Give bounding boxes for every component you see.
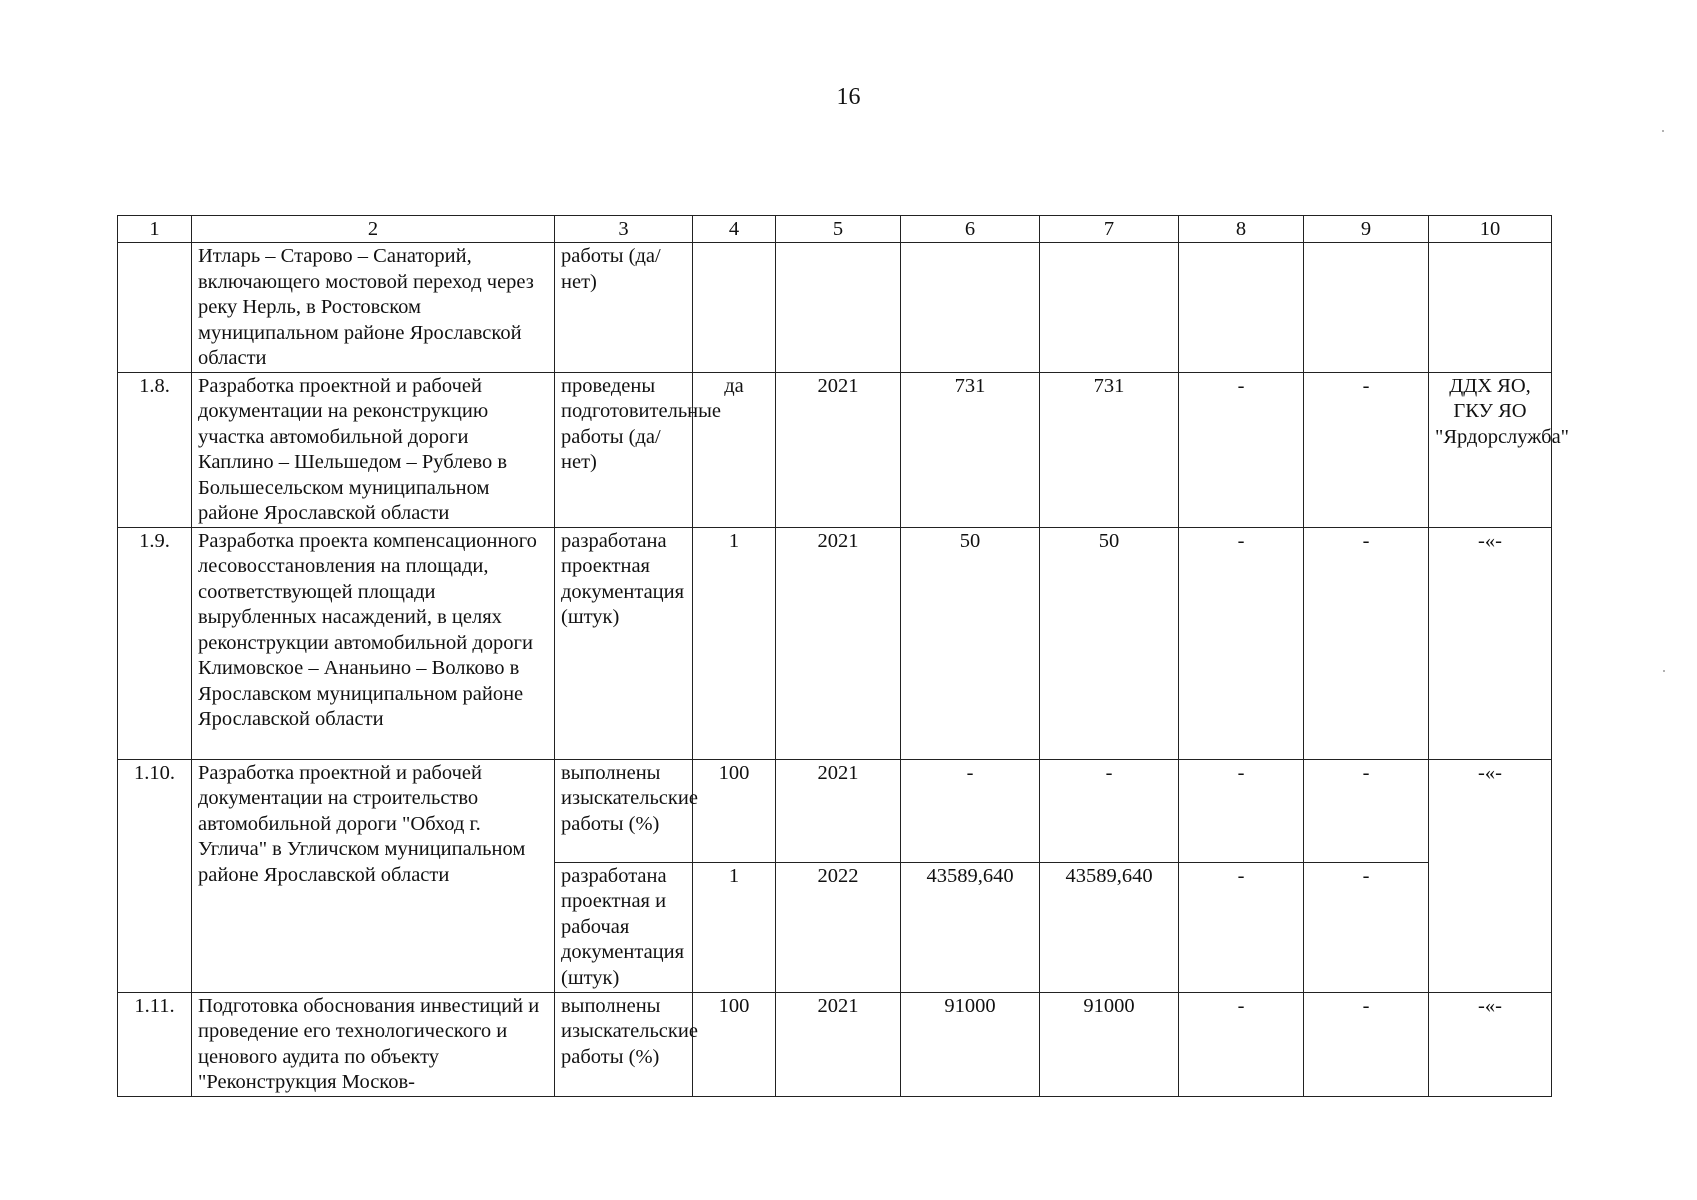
scan-speck	[1662, 130, 1664, 132]
row-number: 1.11.	[118, 992, 192, 1096]
indicator-value: 100	[693, 992, 776, 1096]
indicator-value: 1	[693, 527, 776, 759]
column-header: 1	[118, 216, 192, 243]
funding-regional: 91000	[1040, 992, 1179, 1096]
row-number	[118, 243, 192, 373]
indicator-value: 1	[693, 862, 776, 992]
executor: ДДХ ЯО, ГКУ ЯО "Ярдорслужба"	[1429, 372, 1552, 527]
row-number: 1.9.	[118, 527, 192, 759]
indicator-name: выполнены изыскательские работы (%)	[555, 759, 693, 862]
measure-name: Разработка проекта компенсационного лесовосстановления на площади, соответствующей площади вырубленных насаждений, в целях реконструкции автомобильной дороги Климовское – Ананьино – Волково в Ярославском муниципальном районе Ярославской области	[192, 527, 555, 759]
measure-name: Разработка проектной и рабочей документации на реконструкцию участка автомобильной дороги Каплино – Шельшедом – Рублево в Большесельском муниципальном районе Ярославской области	[192, 372, 555, 527]
indicator-name: работы (да/нет)	[555, 243, 693, 373]
indicator-value	[693, 243, 776, 373]
funding-other: -	[1304, 372, 1429, 527]
indicator-value: да	[693, 372, 776, 527]
funding-regional: 43589,640	[1040, 862, 1179, 992]
indicator-value: 100	[693, 759, 776, 862]
funding-total: 43589,640	[901, 862, 1040, 992]
column-header: 8	[1179, 216, 1304, 243]
executor: -«-	[1429, 992, 1552, 1096]
executor	[1429, 243, 1552, 373]
executor: -«-	[1429, 527, 1552, 759]
table-row	[118, 992, 1552, 1096]
column-header: 3	[555, 216, 693, 243]
funding-other: -	[1304, 862, 1429, 992]
column-header: 4	[693, 216, 776, 243]
funding-total: 50	[901, 527, 1040, 759]
column-header: 10	[1429, 216, 1552, 243]
funding-regional	[1040, 243, 1179, 373]
measure-name: Разработка проектной и рабочей документации на строительство автомобильной дороги "Обход г. Углича" в Угличском муниципальном районе Ярославской области	[192, 759, 555, 992]
funding-federal: -	[1179, 992, 1304, 1096]
year: 2021	[776, 759, 901, 862]
funding-federal: -	[1179, 759, 1304, 862]
column-number-row	[118, 216, 1552, 243]
page-number: 16	[836, 84, 861, 110]
funding-other: -	[1304, 527, 1429, 759]
funding-federal: -	[1179, 862, 1304, 992]
year: 2022	[776, 862, 901, 992]
funding-other: -	[1304, 759, 1429, 862]
funding-federal: -	[1179, 372, 1304, 527]
funding-other	[1304, 243, 1429, 373]
year: 2021	[776, 372, 901, 527]
column-header: 2	[192, 216, 555, 243]
funding-regional: 731	[1040, 372, 1179, 527]
year: 2021	[776, 992, 901, 1096]
indicator-name: разработана проектная документация (штук)	[555, 527, 693, 759]
table-row	[118, 759, 1552, 862]
funding-total: 91000	[901, 992, 1040, 1096]
executor: -«-	[1429, 759, 1552, 992]
funding-federal	[1179, 243, 1304, 373]
indicator-name: разработана проектная и рабочая документация (штук)	[555, 862, 693, 992]
column-header: 5	[776, 216, 901, 243]
scan-speck	[1663, 670, 1665, 672]
year	[776, 243, 901, 373]
funding-federal: -	[1179, 527, 1304, 759]
column-header: 9	[1304, 216, 1429, 243]
funding-regional: 50	[1040, 527, 1179, 759]
funding-total: -	[901, 759, 1040, 862]
measure-name: Подготовка обоснования инвестиций и проведение его технологического и ценового аудита по объекту "Реконструкция Москов-	[192, 992, 555, 1096]
table-row	[118, 372, 1552, 527]
funding-total	[901, 243, 1040, 373]
table-row-continuation	[118, 243, 1552, 373]
indicator-name: выполнены изыскательские работы (%)	[555, 992, 693, 1096]
row-number: 1.8.	[118, 372, 192, 527]
program-table	[117, 215, 1570, 1097]
funding-total: 731	[901, 372, 1040, 527]
measure-name: Итларь – Старово – Санаторий, включающего мостовой переход через реку Нерль, в Ростовском муниципальном районе Ярославской области	[192, 243, 555, 373]
column-header: 6	[901, 216, 1040, 243]
funding-regional: -	[1040, 759, 1179, 862]
row-number: 1.10.	[118, 759, 192, 992]
year: 2021	[776, 527, 901, 759]
indicator-name: проведены подготовительные работы (да/нет)	[555, 372, 693, 527]
funding-other: -	[1304, 992, 1429, 1096]
column-header: 7	[1040, 216, 1179, 243]
table-row	[118, 527, 1552, 759]
